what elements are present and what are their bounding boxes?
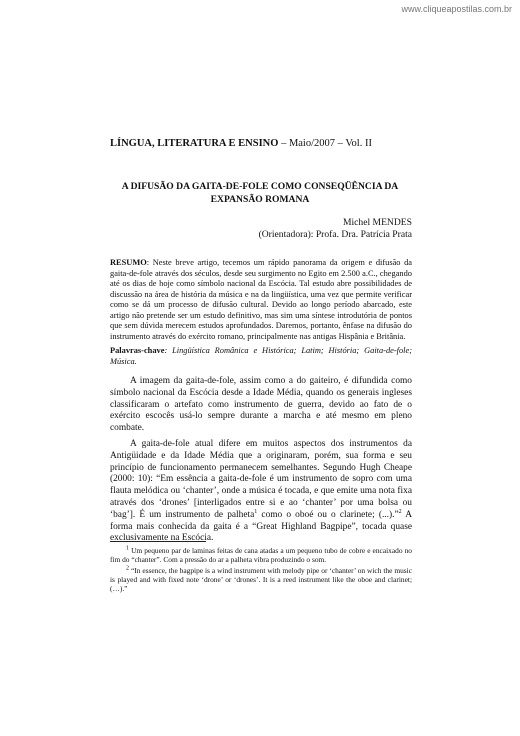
footnote-1 [110, 546, 412, 565]
paragraph-2-part-2: como o oboé ou o clarinete; (...).” [257, 509, 399, 520]
footnote-2 [110, 566, 412, 594]
footnote-2-text: “In essence, the bagpipe is a wind instrument with melody pipe or ‘chanter’ on wich the music is played and with fixed note ‘drone’ or ‘drones’. It is a reed instrument like the oboe and clarinet; (…).” [110, 565, 412, 594]
journal-name: LÍNGUA, LITERATURA E ENSINO [110, 138, 279, 149]
footnote-ref-1[interactable]: 1 [254, 508, 258, 515]
footnote-2-number: 2 [126, 565, 129, 572]
keywords [110, 346, 412, 367]
paragraph-2-part-3: A forma mais conhecida da gaita é a “Great Highland Bagpipe”, tocada quase exclusivamente na Escócia. [110, 509, 412, 544]
keywords-text: : Lingüística Românica e Histórica; Latim; História; Gaita-de-fole; Música. [110, 346, 412, 366]
footnotes [110, 546, 412, 594]
body-paragraph-2 [110, 439, 412, 545]
advisor-name: (Orientadora): Profa. Dra. Patrícia Prata [258, 229, 412, 240]
author-block [250, 217, 412, 241]
journal-issue: – Maio/2007 – Vol. II [278, 138, 372, 149]
keywords-label: Palavras-chave [110, 346, 165, 355]
footnote-1-number: 1 [126, 545, 129, 552]
body-paragraph-1: A imagem da gaita-de-fole, assim como a do gaiteiro, é difundida como símbolo nacional da Escócia desde a Idade Média, quando os generais ingleses classificaram o artefato como instrumento de guerra, devido ao fato de o exército escocês usá-lo sempre durante a marcha e até mesmo em pleno combate. [110, 376, 412, 434]
footnote-divider [110, 541, 206, 542]
watermark-url: www.cliqueapostilas.com.br [401, 4, 512, 14]
footnote-1-text: Um pequeno par de laminas feitas de cana atadas a um pequeno tubo de cobre e encaixado no fim do “chanter”. Com a pressão do ar a palheta vibra produzindo o som. [110, 546, 412, 565]
author-name: Michel MENDES [342, 217, 412, 228]
article-body [110, 376, 412, 549]
abstract-label: RESUMO [110, 258, 147, 267]
abstract [110, 258, 412, 342]
abstract-text: : Neste breve artigo, tecemos um rápido panorama da origem e difusão da gaita-de-fole através dos séculos, desde seu surgimento no Egito em 2.500 a.C., chegando até os dias de hoje como símbolo nacional da Escócia. Tal estudo abre possibilidades de discussão na área de história da música e na da lingüística, uma vez que permite verificar como se dá um processo de difusão cultural. Devido ao longo período abarcado, este artigo não pretende ser um estudo definitivo, mas sim uma síntese introdutória de pontos que sem dúvida merecem estudos aprofundados. Daremos, portanto, ênfase na difusão do instrumento através do exército romano, principalmente nas antigas Hispânia e Britânia. [110, 258, 412, 341]
article-title: A DIFUSÃO DA GAITA-DE-FOLE COMO CONSEQÜÊNCIA DA EXPANSÃO ROMANA [121, 181, 399, 205]
journal-header [110, 138, 430, 149]
footnote-ref-2[interactable]: 2 [398, 508, 402, 515]
paragraph-2-part-1: A gaita-de-fole atual difere em muitos aspectos dos instrumentos da Antigüidade e da Idade Média que a originaram, porém, sua forma e seu princípio de funcionamento permanecem semelhantes. Segundo Hugh Cheape (2000: 10): “Em essência a gaita-de-fole é um instrumento de sopro com uma flauta melódica ou ‘chanter’, onde a música é tocada, e que emite uma nota fixa através dos ‘drones’ [interligados entre si e ao ‘chanter’ por uma bolsa ou ‘bag’]. É um instrumento de palheta [110, 438, 412, 520]
